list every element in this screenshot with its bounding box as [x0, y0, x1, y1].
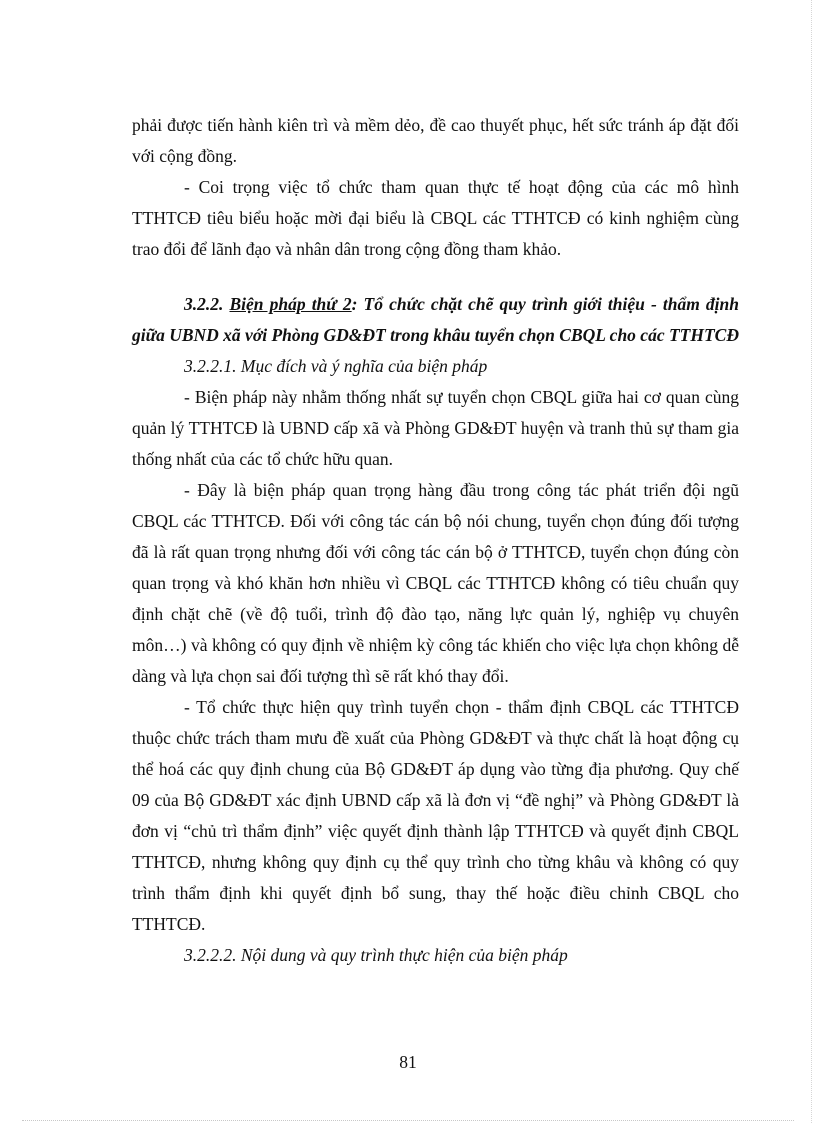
subheading-1: 3.2.2.1. Mục đích và ý nghĩa của biện pháp: [184, 356, 488, 376]
section-heading: [132, 289, 739, 351]
heading-underlined: Biện pháp thứ 2: [229, 294, 352, 314]
page-body: [132, 110, 739, 971]
paragraph-3: - Biện pháp này nhằm thống nhất sự tuyển chọn CBQL giữa hai cơ quan cùng quản lý TTHTCĐ là UBND cấp xã và Phòng GD&ĐT huyện và tranh thủ sự tham gia thống nhất của các tổ chức hữu quan.: [132, 387, 739, 469]
paragraph-1: phải được tiến hành kiên trì và mềm dẻo, đề cao thuyết phục, hết sức tránh áp đặt đối với cộng đồng.: [132, 115, 739, 166]
heading-title: : Tổ chức chặt chẽ quy trình giới thiệu - thẩm định giữa UBND xã với Phòng GD&ĐT trong khâu tuyển chọn CBQL cho các TTHTCĐ: [132, 294, 739, 345]
paragraph-2: - Coi trọng việc tổ chức tham quan thực tế hoạt động của các mô hình TTHTCĐ tiêu biểu hoặc mời đại biểu là CBQL các TTHTCĐ có kinh nghiệm cùng trao đổi để lãnh đạo và nhân dân trong cộng đồng tham khảo.: [132, 177, 739, 259]
page-number: 81: [399, 1052, 417, 1072]
page-right-divider: [811, 0, 812, 1123]
paragraph-5: - Tổ chức thực hiện quy trình tuyển chọn - thẩm định CBQL các TTHTCĐ thuộc chức trách tham mưu đề xuất của Phòng GD&ĐT và thực chất là hoạt động cụ thể hoá các quy định chung của Bộ GD&ĐT áp dụng vào từng địa phương. Quy chế 09 của Bộ GD&ĐT xác định UBND cấp xã là đơn vị “đề nghị” và Phòng GD&ĐT là đơn vị “chủ trì thẩm định” việc quyết định thành lập TTHTCĐ và quyết định CBQL TTHTCĐ, nhưng không quy định cụ thể quy trình cho từng khâu và không có quy trình thẩm định khi quyết định bổ sung, thay thế hoặc điều chỉnh CBQL cho TTHTCĐ.: [132, 697, 739, 934]
heading-number: 3.2.2.: [184, 294, 230, 314]
paragraph-4: - Đây là biện pháp quan trọng hàng đầu trong công tác phát triển đội ngũ CBQL các TTHTCĐ. Đối với công tác cán bộ nói chung, tuyển chọn đúng đối tượng đã là rất quan trọng nhưng đối với công tác cán bộ ở TTHTCĐ, tuyển chọn đúng còn quan trọng và khó khăn hơn nhiều vì CBQL các TTHTCĐ không có tiêu chuẩn quy định chặt chẽ (về độ tuổi, trình độ đào tạo, năng lực quản lý, nghiệp vụ chuyên môn…) và không có quy định về nhiệm kỳ công tác khiến cho việc lựa chọn không dễ dàng và lựa chọn sai đối tượng thì sẽ rất khó thay đổi.: [132, 480, 739, 686]
subheading-2: 3.2.2.2. Nội dung và quy trình thực hiện của biện pháp: [184, 945, 568, 965]
page-bottom-divider: [22, 1120, 794, 1121]
